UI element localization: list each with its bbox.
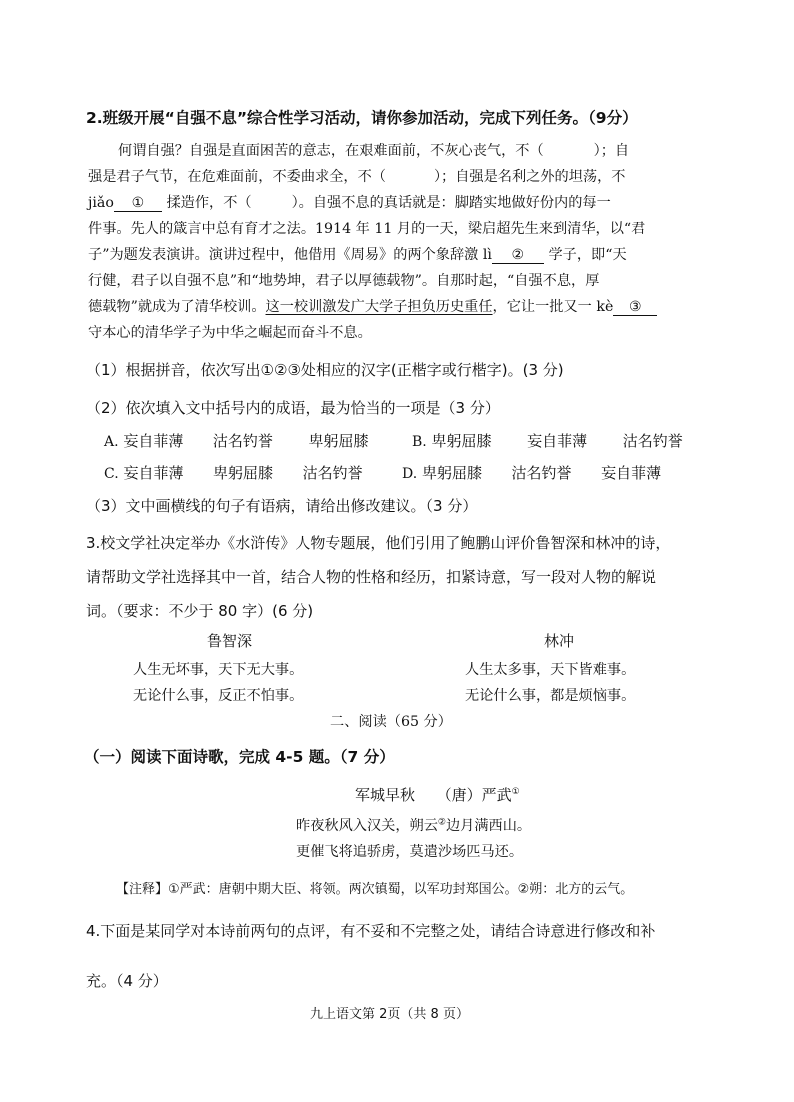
text-span: ）。自强不息的真话就是：脚踏实地做好份内的每一 — [291, 195, 611, 211]
poem-line — [296, 815, 531, 835]
passage-line: 件事。先人的箴言中总有育才之法。1914 年 11 月的一天，梁启超先生来到清华，以“君 — [88, 221, 646, 237]
poem-author: （唐）严武 — [436, 786, 512, 804]
option-letter: A. — [104, 434, 119, 450]
option-c[interactable] — [104, 462, 363, 483]
text-span: ）；自 — [593, 143, 630, 159]
part-1-heading: （一）阅读下面诗歌，完成 4-5 题。（7 分） — [84, 748, 395, 766]
question-4-line: 充。（4 分） — [86, 972, 168, 990]
blank-3[interactable]: ③ — [613, 300, 657, 316]
question-3-line: 请帮助文学社选择其中一首，结合人物的性格和经历，扣紧诗意，写一段对人物的解说 — [86, 568, 657, 586]
option-letter: D. — [402, 466, 418, 482]
option-item: 卑躬屈膝 — [213, 464, 274, 482]
text-span: 德载物”就成为了清华校训。 — [88, 299, 266, 315]
text-span: 强是君子气节，在危难面前，不委曲求全，不（ — [88, 169, 386, 185]
option-b[interactable] — [412, 430, 683, 451]
text-span: 揉造作，不（ — [166, 195, 252, 211]
option-item: 卑躬屈膝 — [421, 464, 482, 482]
option-letter: B. — [412, 434, 427, 450]
passage-line — [88, 166, 625, 186]
page-footer: 九上语文第 2页（共 8 页） — [310, 1007, 469, 1022]
passage-line: 行健，君子以自强不息”和“地势坤，君子以厚德载物”。自那时起，“自强不息，厚 — [88, 273, 600, 289]
text-span: 昨夜秋风入汉关，朔云 — [296, 818, 438, 834]
question-4-line: 4.下面是某同学对本诗前两句的点评，有不妥和不完整之处，请结合诗意进行修改和补 — [86, 922, 656, 940]
subquestion-2: （2）依次填入文中括号内的成语，最为恰当的一项是（3 分） — [86, 399, 500, 417]
option-item: 沽名钓誉 — [302, 464, 363, 482]
option-letter: C. — [104, 466, 119, 482]
text-span: 学子，即“天 — [548, 247, 627, 263]
option-item: 卑躬屈膝 — [431, 432, 492, 450]
poem-notes: 【注释】①严武：唐朝中期大臣、将领。两次镇蜀，以军功封郑国公。②朔：北方的云气。 — [116, 882, 634, 897]
text-span: 边月满西山。 — [445, 818, 532, 834]
option-item: 沽名钓誉 — [622, 432, 683, 450]
subquestion-1: （1）根据拼音，依次写出①②③处相应的汉字(正楷字或行楷字)。(3 分) — [86, 361, 564, 379]
poem-left-line: 无论什么事，反正不怕事。 — [133, 688, 304, 704]
option-item: 妄自菲薄 — [601, 464, 662, 482]
option-a[interactable] — [104, 430, 369, 451]
text-span: 子”为题发表演讲。演讲过程中，他借用《周易》的两个象辞激 — [88, 247, 479, 263]
text-span: 何谓自强？自强是直面困苦的意志，在艰难面前，不灰心丧气，不（ — [118, 143, 544, 159]
blank-2[interactable]: ② — [492, 248, 544, 264]
pinyin-jiao: jiǎo — [88, 195, 114, 211]
poem-right-title: 林冲 — [544, 632, 575, 650]
footnote-marker: ① — [511, 787, 520, 797]
passage-line — [118, 140, 629, 160]
option-item: 沽名钓誉 — [511, 464, 572, 482]
pinyin-li: lì — [482, 247, 492, 263]
footnote-marker: ② — [437, 817, 446, 828]
blank-1[interactable]: ① — [114, 196, 162, 212]
underlined-sentence: 这一校训激发广大学子担负历史重任 — [265, 299, 493, 315]
option-item: 妄自菲薄 — [123, 432, 184, 450]
poem-left-line: 人生无坏事，天下无大事。 — [133, 662, 304, 678]
poem-right-line: 无论什么事，都是烦恼事。 — [465, 688, 636, 704]
passage-line — [88, 244, 627, 264]
option-item: 妄自菲薄 — [123, 464, 184, 482]
option-item: 沽名钓誉 — [212, 432, 273, 450]
poem-left-title: 鲁智深 — [207, 632, 253, 650]
text-span: ，它让一批又一 — [492, 299, 592, 315]
option-item: 卑躬屈膝 — [308, 432, 369, 450]
poem-right-line: 人生太多事，天下皆难事。 — [465, 662, 636, 678]
text-span: ）；自强是名利之外的坦荡，不 — [433, 169, 626, 185]
option-d[interactable] — [402, 462, 661, 483]
question-2-title: 2.班级开展“自强不息”综合性学习活动，请你参加活动，完成下列任务。（9分） — [86, 109, 638, 127]
poem-line: 更催飞将追骄虏，莫遣沙场匹马还。 — [296, 844, 524, 860]
poem-title-line — [355, 784, 520, 805]
section-2-heading: 二、阅读（65 分） — [330, 714, 452, 730]
passage-line — [88, 192, 611, 212]
poem-title: 军城早秋 — [355, 786, 416, 804]
question-3-line: 词。（要求：不少于 80 字）(6 分) — [86, 602, 314, 620]
pinyin-ke: kè — [596, 299, 614, 315]
subquestion-3: （3）文中画横线的句子有语病，请给出修改建议。（3 分） — [86, 497, 478, 515]
option-item: 妄自菲薄 — [527, 432, 588, 450]
passage-line: 守本心的清华学子为中华之崛起而奋斗不息。 — [88, 325, 372, 341]
question-3-line: 3.校文学社决定举办《水浒传》人物专题展，他们引用了鲍鹏山评价鲁智深和林冲的诗， — [86, 534, 671, 552]
passage-line — [88, 296, 657, 316]
